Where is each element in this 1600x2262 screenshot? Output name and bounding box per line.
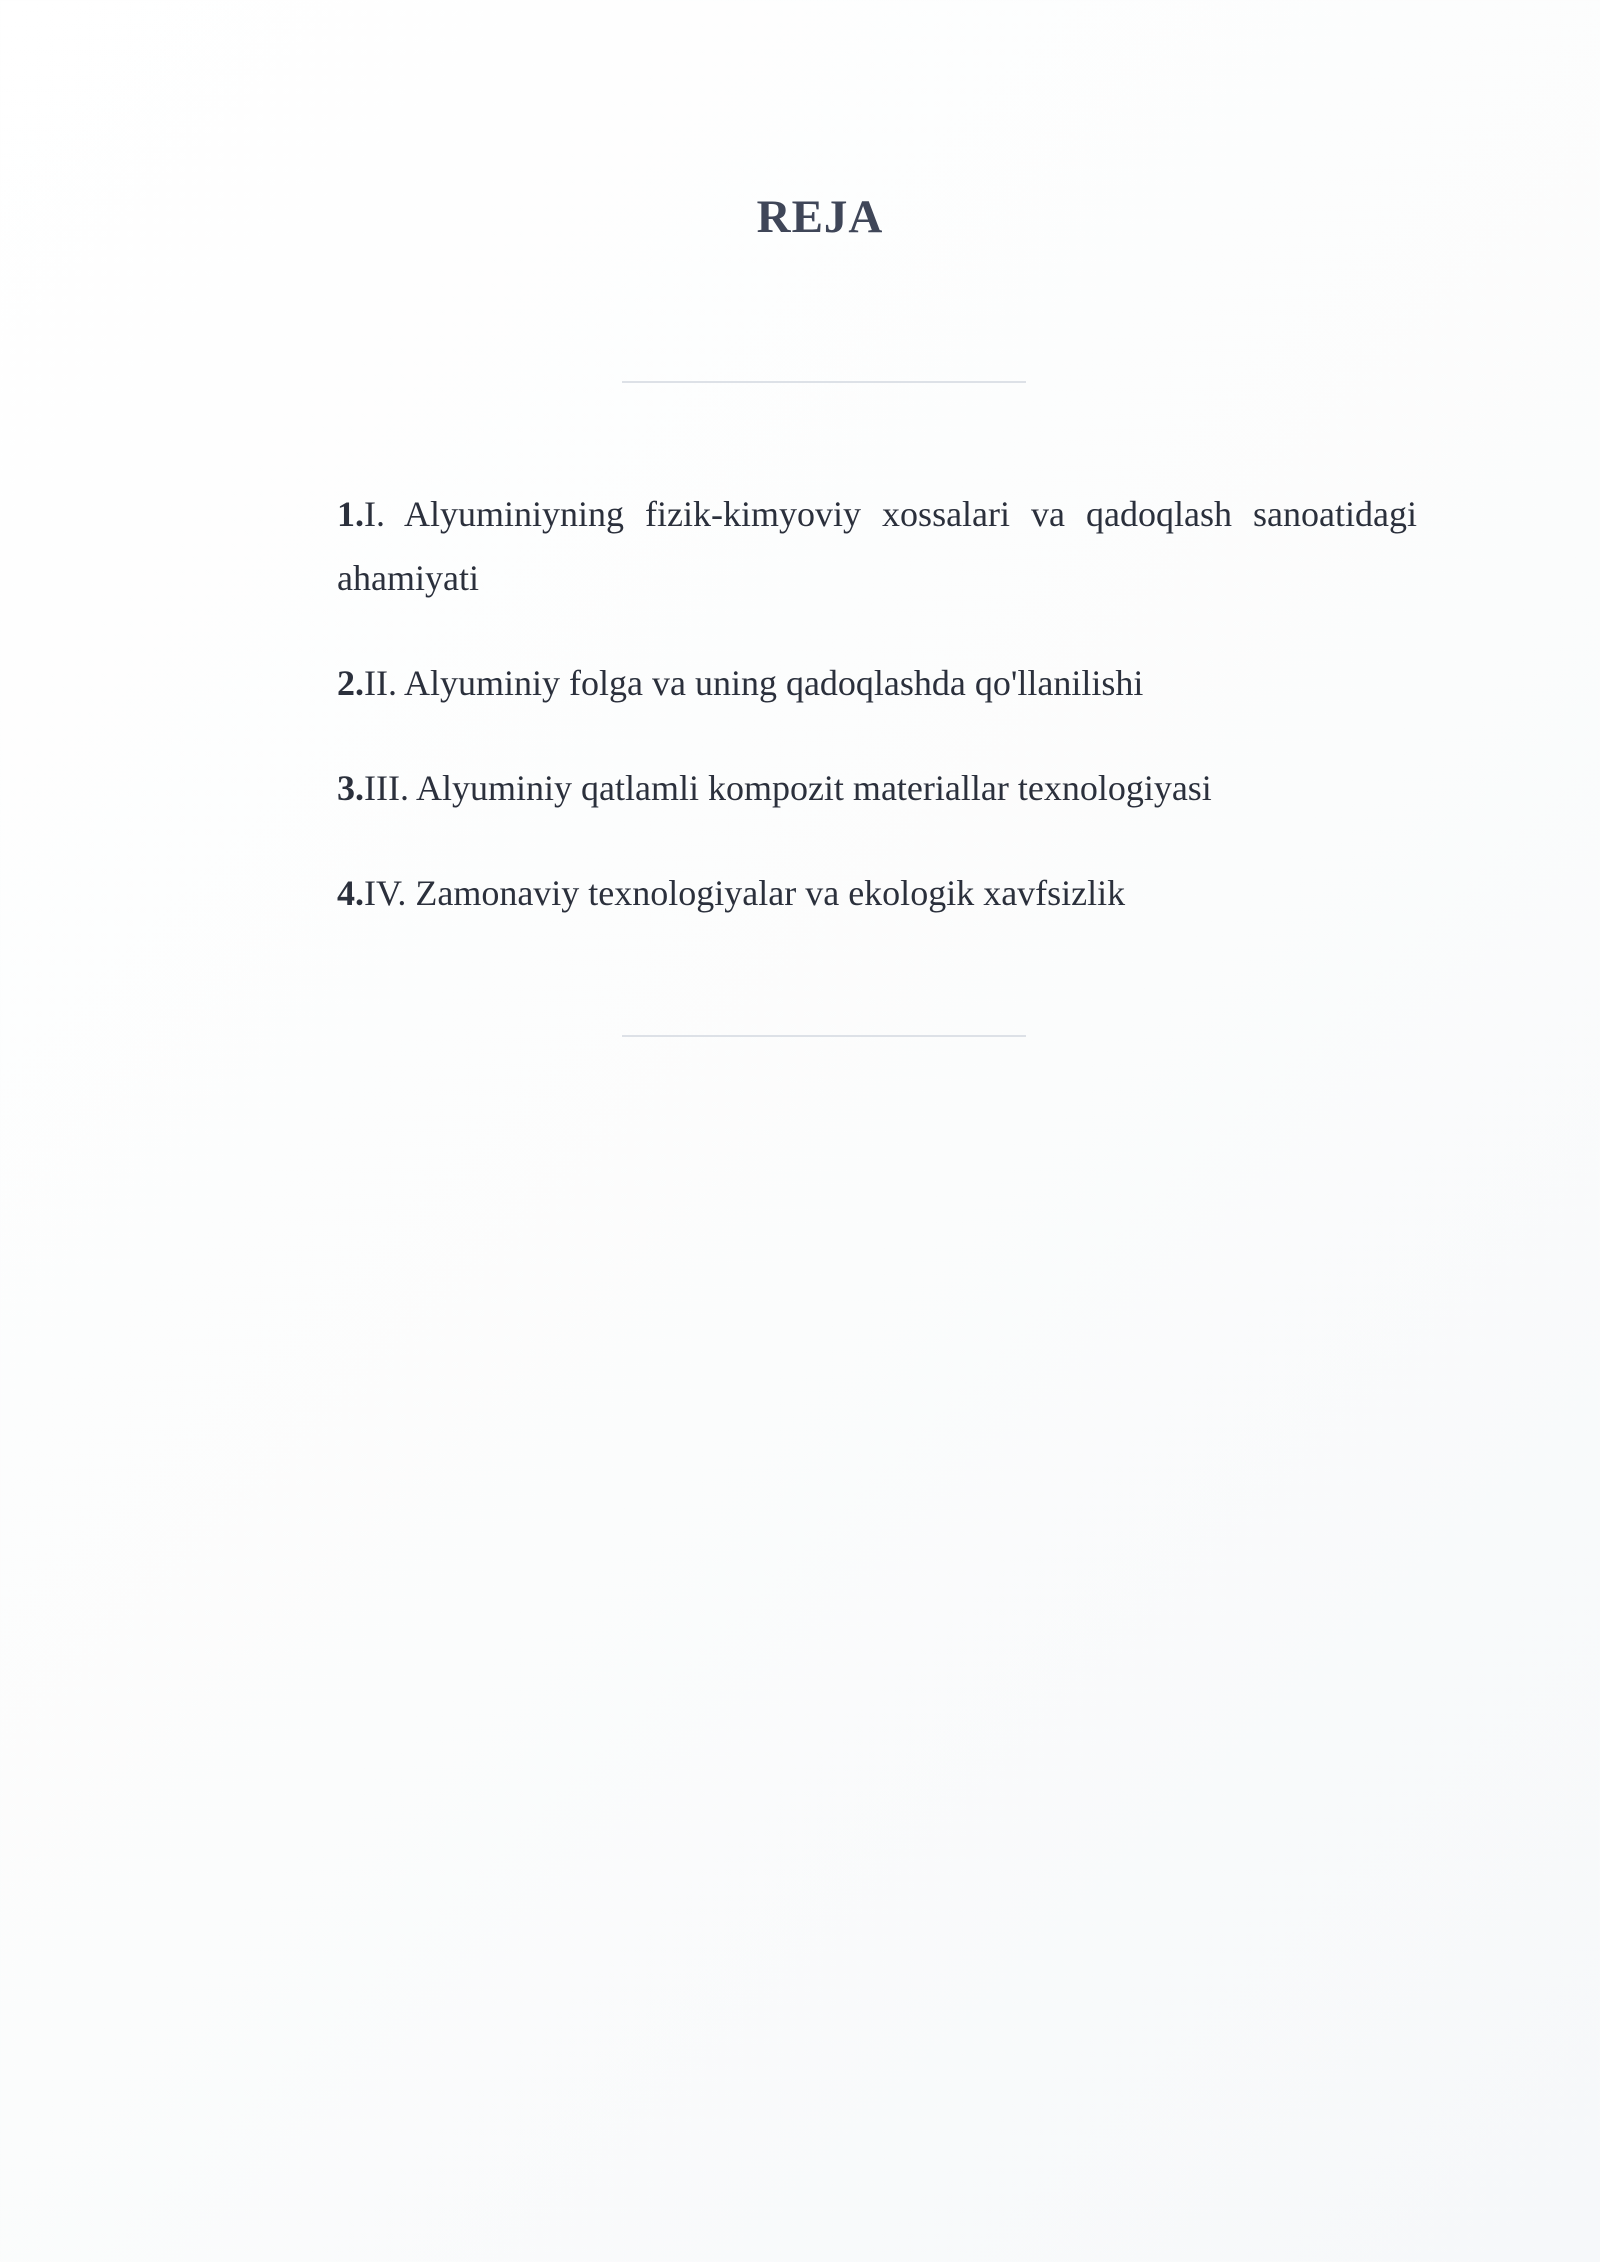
bottom-divider: [622, 1035, 1026, 1037]
plan-item-4: [337, 861, 1417, 925]
plan-item-1: [337, 482, 1417, 610]
plan-item-text: II. Alyuminiy folga va uning qadoqlashda qo'llanilishi: [364, 663, 1144, 703]
plan-item-2: [337, 651, 1417, 715]
plan-item-text: I. Alyuminiyning fizik-kimyoviy xossalari va qadoqlash sanoatidagi ahamiyati: [337, 494, 1417, 598]
plan-item-3: [337, 756, 1417, 820]
page-title: REJA: [756, 191, 884, 243]
plan-item-number: 2.: [337, 663, 364, 703]
plan-item-text: IV. Zamonaviy texnologiyalar va ekologik xavfsizlik: [364, 873, 1126, 913]
plan-item-number: 4.: [337, 873, 364, 913]
plan-item-text: III. Alyuminiy qatlamli kompozit materiallar texnologiyasi: [364, 768, 1212, 808]
plan-item-number: 3.: [337, 768, 364, 808]
plan-item-number: 1.: [337, 494, 364, 534]
plan-list: [337, 482, 1417, 966]
top-divider: [622, 381, 1026, 383]
